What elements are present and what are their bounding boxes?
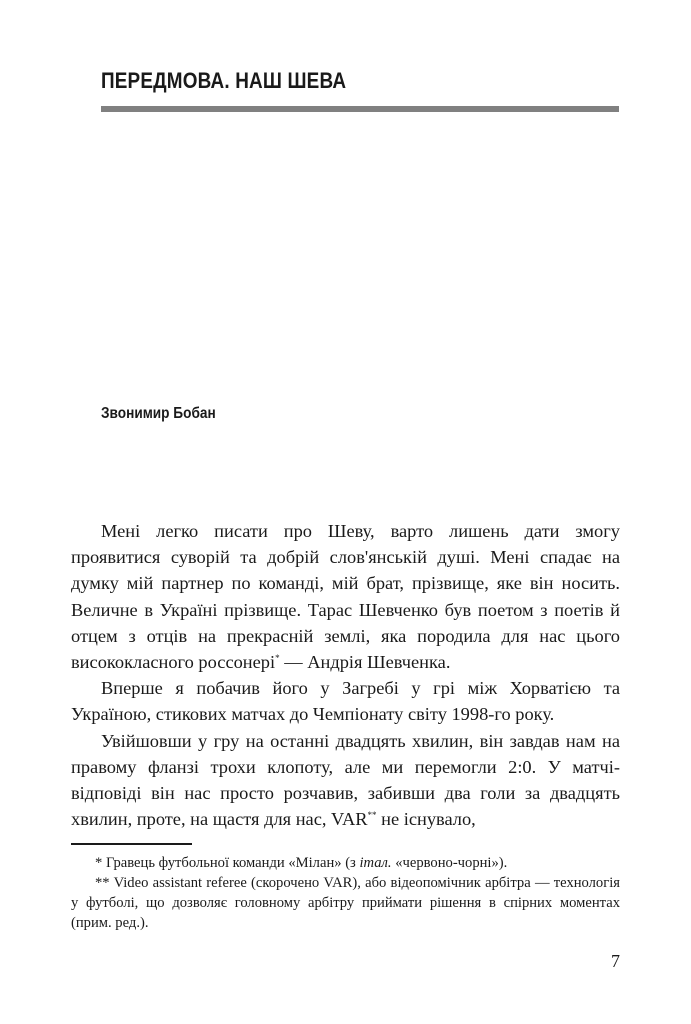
paragraph-1-text-end: — Андрія Шевченка. <box>279 652 451 673</box>
paragraph-3-text: Увійшовши у гру на останні двадцять хвилин, він завдав нам на правому фланзі трохи клопоту, але ми перемогли 2:0. У матчі-відповіді він нас просто розчавив, забивши два голи за двадцять хвилин, проте, на щастя для нас, VAR <box>71 730 620 830</box>
paragraph-1 <box>71 518 620 675</box>
footnote-2: ** Video assistant referee (скорочено VAR), або відеопомічник арбітра — технологія у футболі, що дозволяє головному арбітру приймати рішення в спірних моментах (прим. ред.). <box>71 875 620 931</box>
footnote-1-text: * Гравець футбольної команди «Мілан» (з <box>95 855 360 871</box>
paragraph-3-text-end: не існувало, <box>376 809 476 830</box>
footnote-mark-2: ** <box>367 810 377 821</box>
footnote-1-text-end: «червоно-чорні»). <box>391 855 508 871</box>
page-number: 7 <box>611 951 620 971</box>
footnote-mark-1: * <box>275 653 280 664</box>
footnote-rule <box>71 843 192 845</box>
author-name: Звонимир Бобан <box>101 405 216 422</box>
paragraph-2: Вперше я побачив його у Загребі у грі між Хорватією та Україною, стикових матчах до Чемпіонату світу 1998-го року. <box>71 678 620 725</box>
paragraph-3 <box>71 728 620 833</box>
footnote-1 <box>71 853 620 873</box>
paragraph-1-text: Мені легко писати про Шеву, варто лишень дати змогу проявитися суворій та добрій слов'янській душі. Мені спадає на думку мій партнер по команді, мій брат, прізвище, яке він носить. Величне в Україні прізвище. Тарас Шевченко був поетом з поетів й отцем з отців на прекрасній землі, яка породила для нас цього висококласного россонері <box>71 521 620 673</box>
footnote-1-italic: італ. <box>359 855 392 871</box>
title-rule <box>101 106 619 112</box>
body-text <box>71 518 620 832</box>
chapter-title: ПЕРЕДМОВА. НАШ ШЕВА <box>101 68 347 93</box>
footnotes <box>71 853 620 933</box>
